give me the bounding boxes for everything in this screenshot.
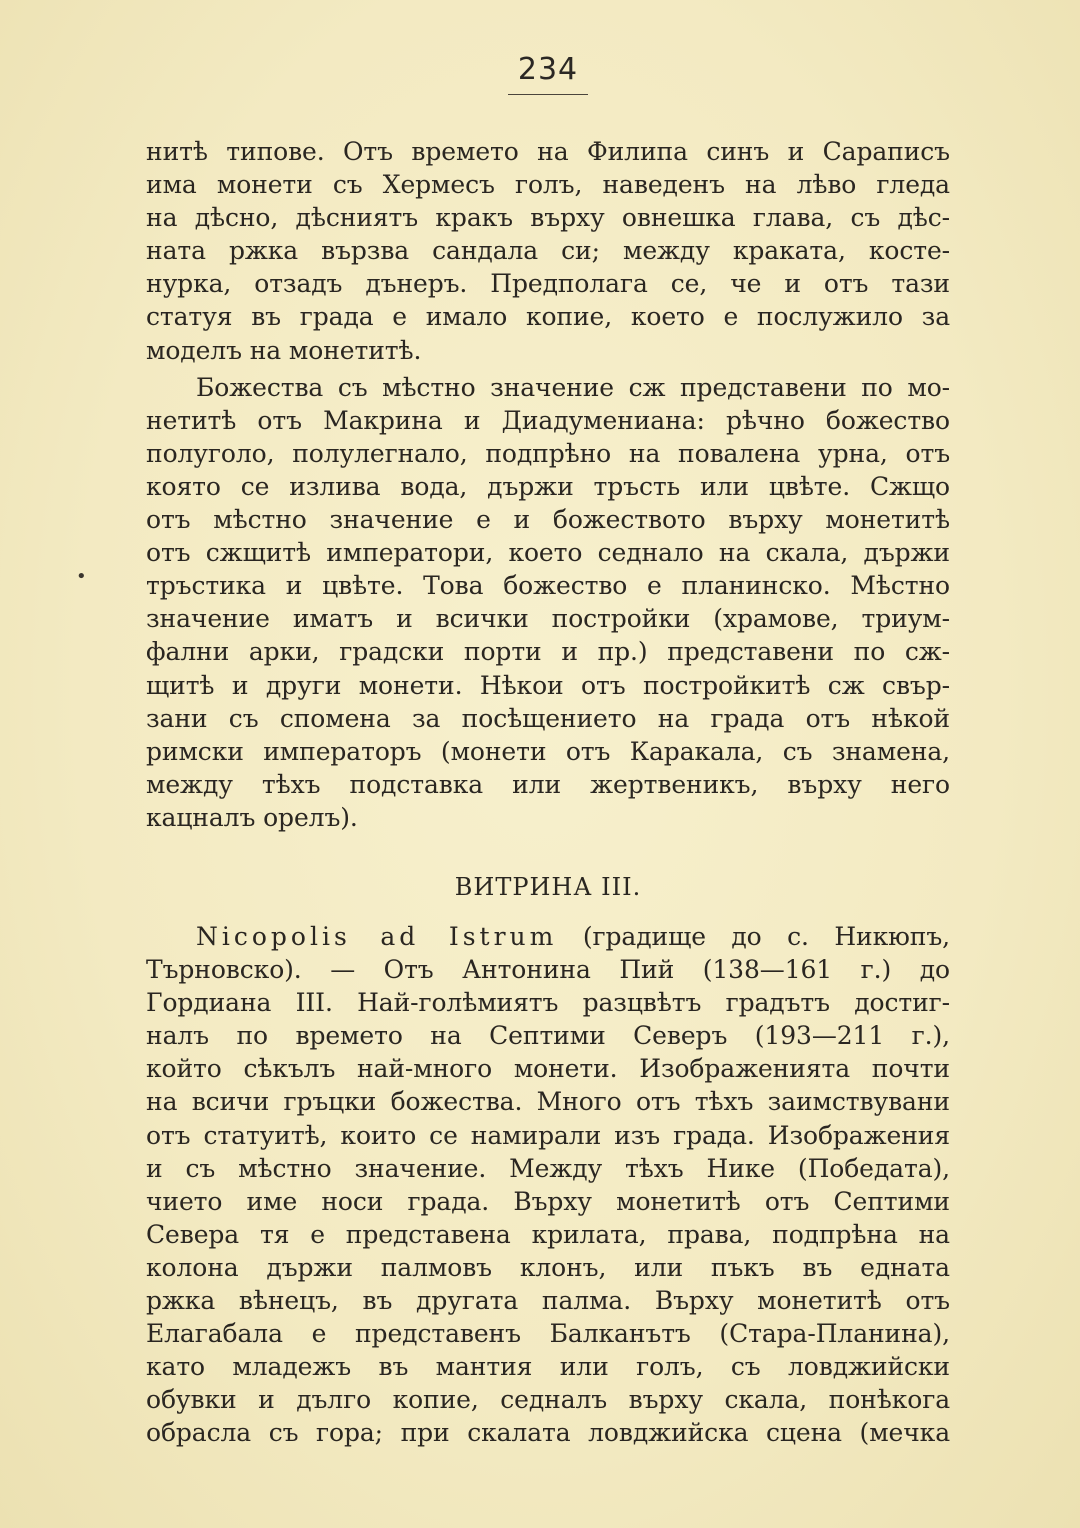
text-line: фални арки, градски порти и пр.) представени по сж- <box>146 637 950 667</box>
text-line: кацналъ орелъ). <box>146 802 358 832</box>
text-line: на всичи гръцки божества. Много отъ тѣхъ заимствувани <box>146 1087 950 1117</box>
text-line: ната ржка вързва сандала си; между краката, косте- <box>146 236 950 266</box>
page-number: 234 <box>517 52 579 87</box>
text-line: отъ сжщитѣ императори, което седнало на скала, държи <box>146 538 950 568</box>
text-line: тръстика и цвѣте. Това божество е планинско. Мѣстно <box>146 571 950 601</box>
paragraph-1 <box>146 135 950 367</box>
margin-mark: • <box>76 566 87 587</box>
text-line: щитѣ и други монети. Нѣкои отъ постройкитѣ сж свър- <box>146 670 950 700</box>
paragraph-2 <box>146 371 950 834</box>
text-line: статуя въ града е имало копие, което е послужило за <box>146 302 950 332</box>
text-line: обрасла съ гора; при скалата ловджийска сцена (мечка <box>146 1418 950 1448</box>
text-line: налъ по времето на Септими Северъ (193—211 г.), <box>146 1021 950 1051</box>
text-line: Елагабала е представенъ Балканътъ (Стара-Планина), <box>146 1319 950 1349</box>
text-line: която се излива вода, държи тръсть или цвѣте. Сжщо <box>146 471 950 501</box>
text-line: Гордиана III. Най-голѣмиятъ разцвѣтъ градътъ достиг- <box>146 988 950 1018</box>
text-line: нурка, отзадъ дънеръ. Предполага се, че и отъ тази <box>146 269 950 299</box>
book-page <box>146 50 950 1449</box>
text-line: римски императоръ (монети отъ Каракала, съ знамена, <box>146 736 950 766</box>
text-line: Божества съ мѣстно значение сж представени по мо- <box>196 372 950 402</box>
text-line: между тѣхъ подставка или жертвеникъ, върху него <box>146 769 950 799</box>
text-line: значение иматъ и всички постройки (храмове, триум- <box>146 604 950 634</box>
latin-site-name: Nicopolis ad Istrum <box>196 921 558 951</box>
text-line: Севера тя е представена крилата, права, подпрѣна на <box>146 1219 950 1249</box>
page-number-rule <box>508 94 588 95</box>
text-line: колона държи палмовъ клонъ, или пъкъ въ едната <box>146 1252 950 1282</box>
text-line: полуголо, полулегнало, подпрѣно на повалена урна, отъ <box>146 438 950 468</box>
text-line: има монети съ Хермесъ голъ, наведенъ на лѣво гледа <box>146 170 950 200</box>
text-line: чието име носи града. Върху монетитѣ отъ Септими <box>146 1186 950 1216</box>
text-line: зани съ спомена за посѣщението на града отъ нѣкой <box>146 703 950 733</box>
text-line-first <box>146 920 950 953</box>
text-line: отъ мѣстно значение е и божеството върху монетитѣ <box>146 505 950 535</box>
text-line: който сѣкълъ най-много монети. Изображенията почти <box>146 1054 950 1084</box>
text-line: Търновско). — Отъ Антонина Пий (138—161 г.) до <box>146 955 950 985</box>
section-heading: ВИТРИНА III. <box>454 872 642 901</box>
text-line: нетитѣ отъ Макрина и Диадумениана: рѣчно божество <box>146 405 950 435</box>
text-line: на дѣсно, дѣсниятъ кракъ върху овнешка глава, съ дѣс- <box>146 203 950 233</box>
text-line: нитѣ типове. Отъ времето на Филипа синъ и Сараписъ <box>146 137 950 166</box>
text-line: и съ мѣстно значение. Между тѣхъ Нике (Победата), <box>146 1153 950 1183</box>
text-line: като младежъ въ мантия или голъ, съ ловджийски <box>146 1352 950 1382</box>
text-line: ржка вѣнецъ, въ другата палма. Върху монетитѣ отъ <box>146 1286 950 1315</box>
text-line: обувки и дълго копие, седналъ върху скала, понѣкога <box>146 1385 950 1415</box>
body-text <box>146 135 950 1449</box>
text-line: отъ статуитѣ, които се намирали изъ града. Изображения <box>146 1120 950 1150</box>
paragraph-3 <box>146 920 950 1450</box>
first-line-rest: (градище до с. Никюпъ, <box>557 921 950 951</box>
text-line: моделъ на монетитѣ. <box>146 335 422 365</box>
